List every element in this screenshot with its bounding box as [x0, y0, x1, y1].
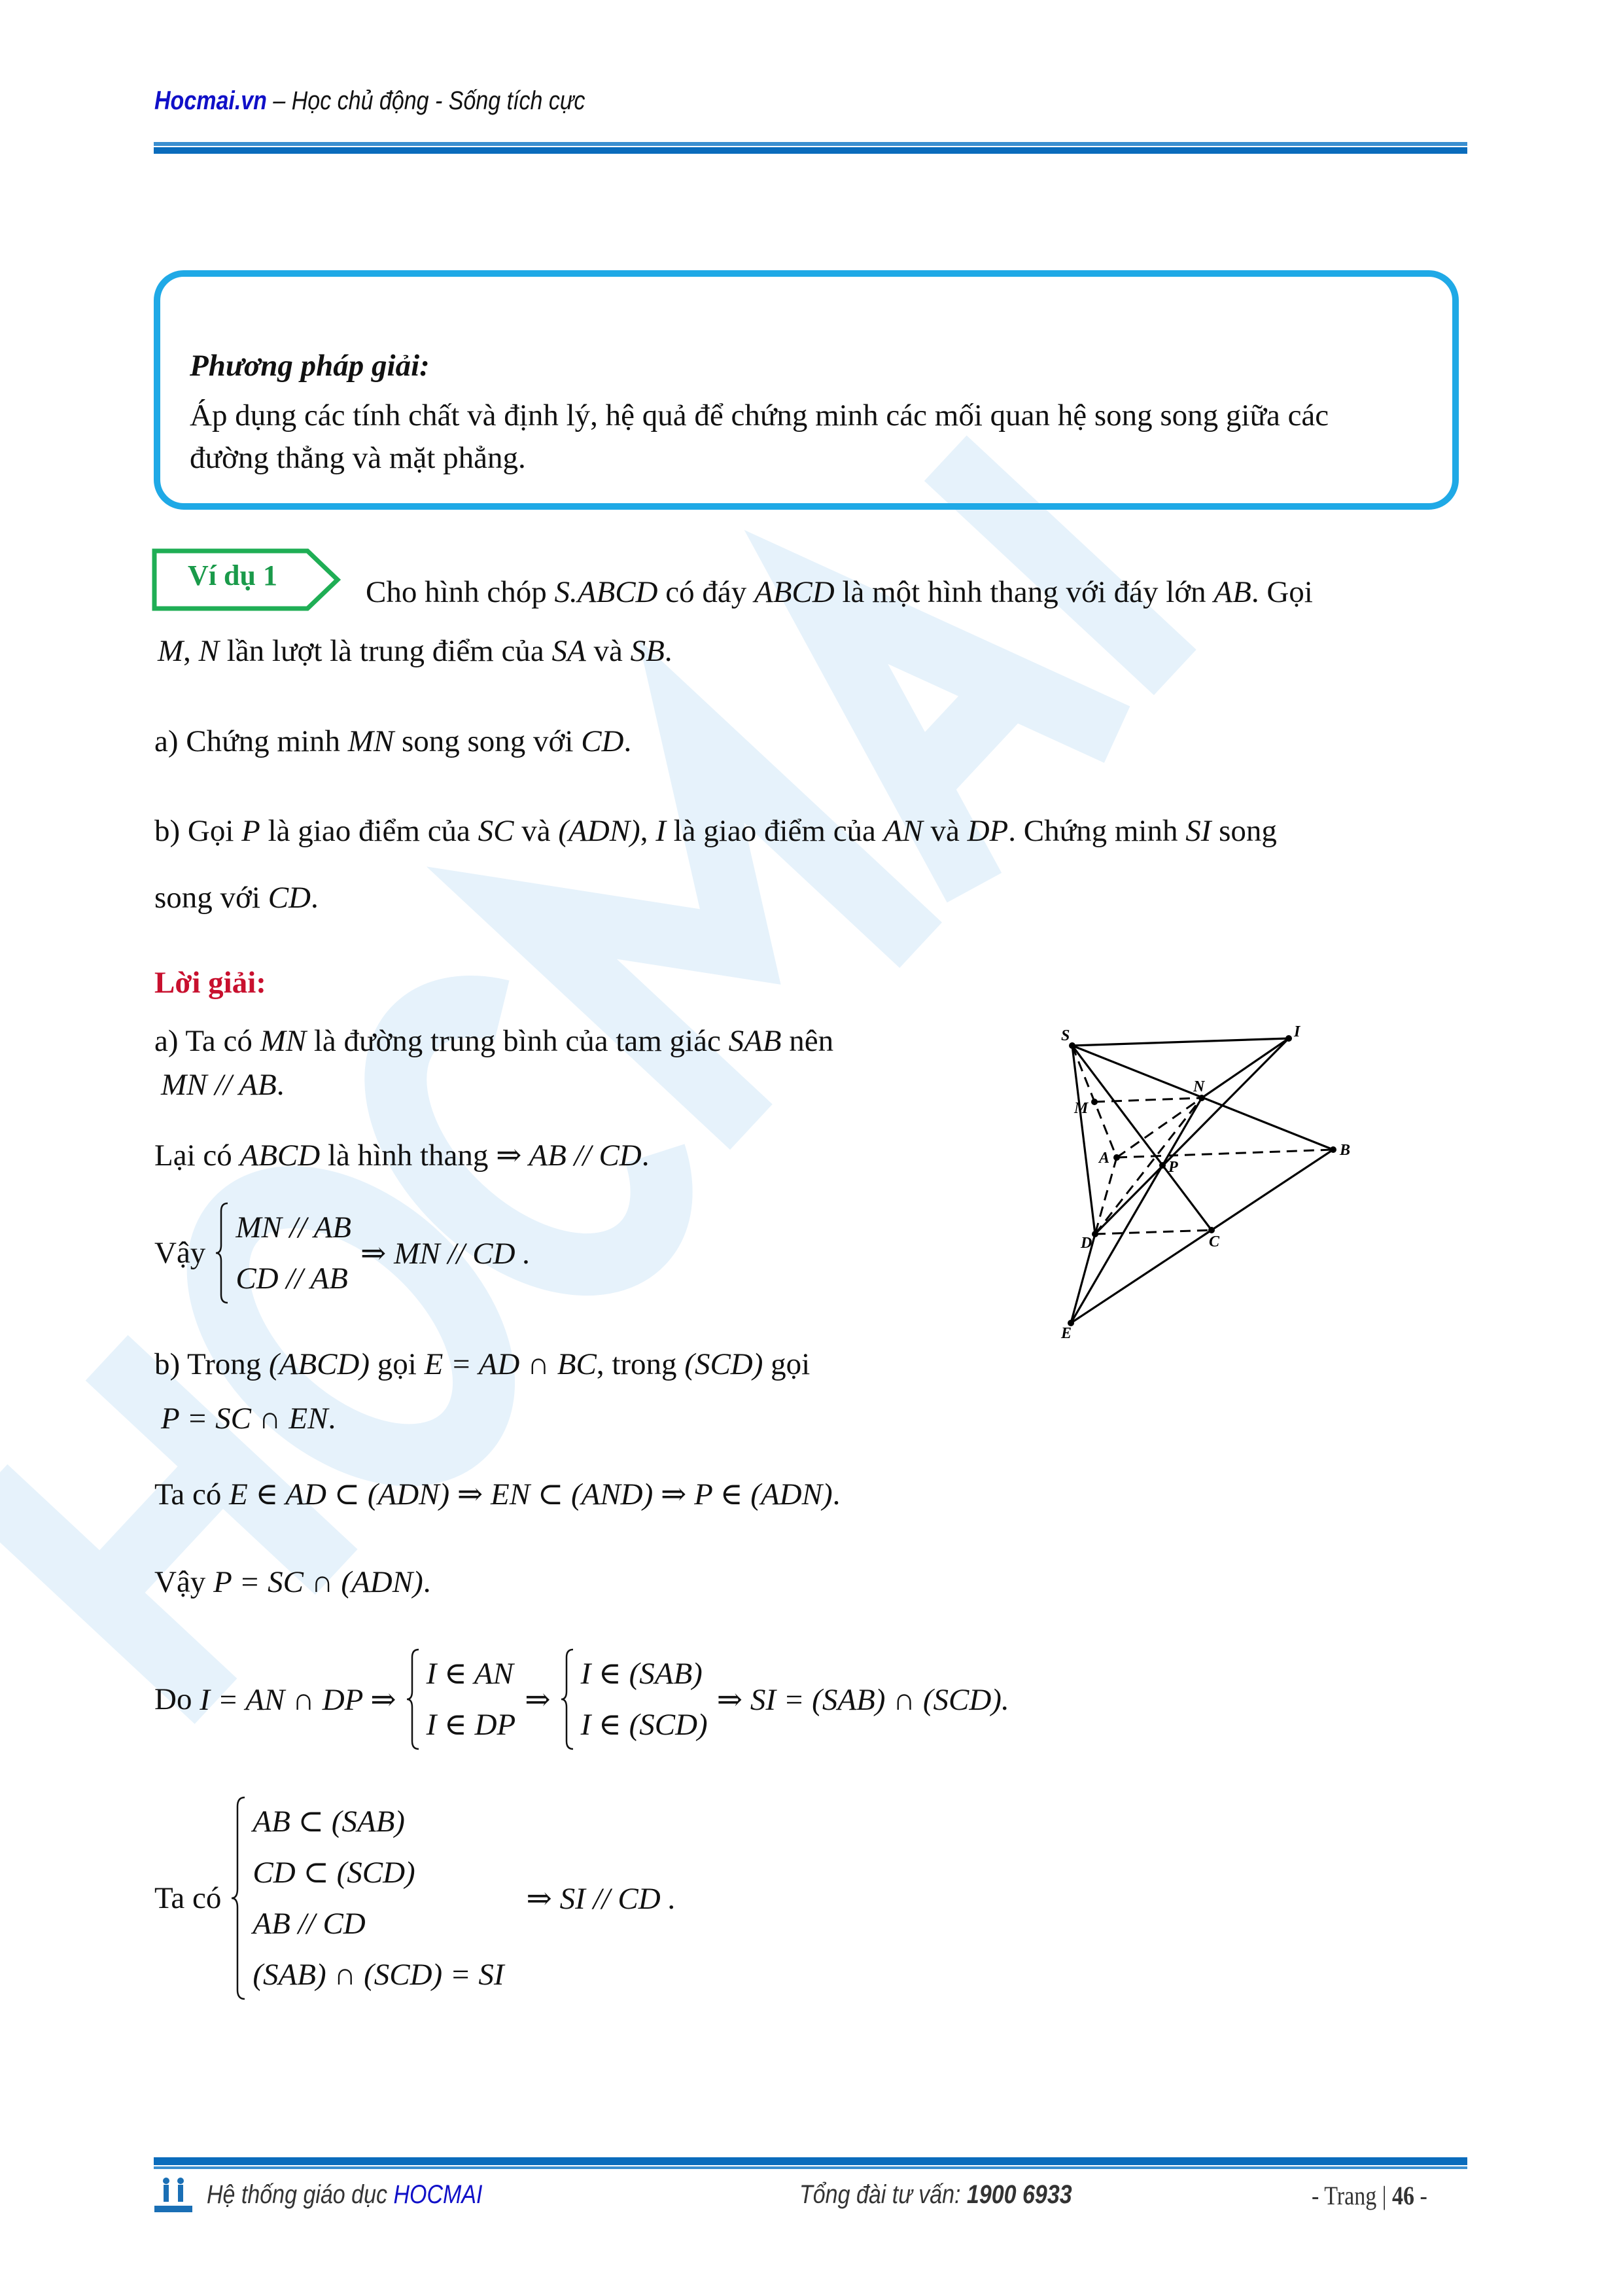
text-run: , trong	[596, 1347, 685, 1381]
math-run: E ∈ AD ⊂ (ADN) ⇒ EN ⊂ (AND) ⇒ P ∈ (ADN)	[229, 1477, 833, 1511]
method-text-1: Áp dụng các tính chất và định lý, hệ quả để chứng minh các mối quan hệ song song giữa các	[190, 398, 1329, 433]
dashed-DC	[1095, 1230, 1212, 1234]
system-row: CD // AB	[236, 1262, 348, 1296]
text-run: là giao điểm của	[665, 814, 884, 848]
text-run: là một hình thang với đáy lớn	[834, 575, 1214, 609]
solution-line	[154, 1563, 430, 1602]
solution-line	[154, 1475, 840, 1514]
system-row: I ∈ (SCD)	[580, 1708, 708, 1742]
text-run: gọi	[370, 1347, 425, 1381]
point-M	[1091, 1099, 1098, 1105]
label-B: B	[1340, 1142, 1351, 1159]
text-run: Vậy	[154, 1565, 214, 1599]
math-run: N	[198, 634, 220, 668]
text-run: nên	[781, 1024, 834, 1058]
math-run: (ADN)	[558, 814, 640, 848]
left-brace-icon	[230, 1796, 246, 2000]
example-line	[154, 811, 1277, 851]
dashed-AB	[1117, 1150, 1333, 1157]
edge-BC	[1212, 1150, 1333, 1230]
text-run: a) Chứng minh	[154, 724, 348, 758]
solution-title: Lời giải:	[154, 966, 266, 1000]
example-badge-label: Ví dụ 1	[188, 559, 277, 592]
text-run: Cho hình chóp	[366, 575, 555, 609]
math-run: MN // AB	[161, 1068, 277, 1102]
point-I	[1285, 1035, 1292, 1042]
math-run: SC	[478, 814, 514, 848]
text-run: .	[641, 1139, 650, 1173]
label-D: D	[1081, 1235, 1092, 1252]
system-row: AB // CD	[253, 1907, 366, 1941]
header-slogan: – Học chủ động - Sống tích cực	[266, 86, 585, 115]
do-system-1	[406, 1648, 516, 1750]
system-row: I ∈ AN	[426, 1657, 514, 1691]
example-line	[154, 878, 319, 917]
footer-system	[207, 2180, 482, 2210]
vay-lead: Vậy	[154, 1236, 206, 1270]
solution-line	[154, 1021, 833, 1061]
label-I: I	[1294, 1023, 1300, 1040]
label-A: A	[1099, 1150, 1110, 1167]
footer-system-brand: HOCMAI	[393, 2180, 483, 2209]
text-run: .	[276, 1068, 285, 1102]
label-N: N	[1193, 1078, 1205, 1095]
dashed-AN	[1117, 1098, 1202, 1157]
text-run: có đáy	[657, 575, 754, 609]
example-badge	[152, 548, 341, 611]
text-run: song	[1211, 814, 1277, 848]
page-number: 46	[1392, 2181, 1415, 2210]
label-P: P	[1168, 1159, 1178, 1176]
solution-line	[161, 1399, 336, 1438]
math-run: AN	[883, 814, 923, 848]
point-C	[1208, 1227, 1215, 1233]
example-line	[366, 573, 1313, 612]
text-run: b) Gọi	[154, 814, 242, 848]
math-run: I	[655, 814, 666, 848]
text-run: là đường trung bình của tam giác	[306, 1024, 729, 1058]
math-run: MN	[347, 724, 394, 758]
math-run: ABCD	[754, 575, 835, 609]
footer-system-text: Hệ thống giáo dục	[207, 2180, 394, 2209]
system-row: MN // AB	[236, 1210, 351, 1245]
math-run: M	[158, 634, 184, 668]
label-E: E	[1061, 1325, 1072, 1342]
text-run: là giao điểm của	[260, 814, 478, 848]
math-run: E = AD ∩ BC	[424, 1347, 597, 1381]
page-suffix: -	[1414, 2181, 1427, 2210]
point-D	[1092, 1231, 1098, 1237]
system-row: I ∈ (SAB)	[580, 1657, 703, 1691]
math-run: MN	[260, 1024, 307, 1058]
math-run: DP	[967, 814, 1009, 848]
page-prefix: - Trang |	[1312, 2181, 1393, 2210]
system-row: CD ⊂ (SCD)	[253, 1856, 415, 1890]
label-S: S	[1061, 1027, 1070, 1044]
method-text-2: đường thẳng và mặt phẳng.	[190, 441, 526, 475]
text-run: và	[585, 634, 631, 668]
text-run: . Gọi	[1251, 575, 1313, 609]
text-run: song song với	[394, 724, 582, 758]
hocmai-logo-icon	[153, 2176, 195, 2215]
do-arrow: ⇒	[525, 1682, 551, 1717]
math-run: P = SC ∩ (ADN)	[213, 1565, 423, 1599]
text-run: Ta có	[154, 1477, 230, 1511]
solution-line	[154, 1345, 810, 1384]
do-lead: Do	[154, 1682, 192, 1716]
vay-result: ⇒ MN // CD .	[360, 1236, 531, 1271]
label-C: C	[1209, 1233, 1220, 1250]
math-run: SI	[1185, 814, 1212, 848]
footer-hotline-label: Tổng đài tư vấn:	[799, 2180, 967, 2209]
text-run: .	[311, 881, 319, 915]
vay-equation	[154, 1202, 531, 1304]
footer-divider-thick	[154, 2157, 1467, 2165]
text-run: .	[328, 1402, 336, 1436]
footer-divider	[154, 2166, 1467, 2169]
point-S	[1069, 1042, 1075, 1049]
do-expr: I = AN ∩ DP ⇒	[200, 1682, 396, 1717]
math-run: S.ABCD	[554, 575, 658, 609]
math-run: (SCD)	[684, 1347, 763, 1381]
header-brand: Hocmai.vn	[154, 86, 267, 115]
do-system-2	[560, 1648, 708, 1750]
edge-SI	[1072, 1038, 1289, 1046]
do-equation	[154, 1648, 1009, 1750]
left-brace-icon	[406, 1648, 420, 1750]
example-line	[158, 631, 672, 671]
text-run: Lại có	[154, 1139, 240, 1173]
edge-SD	[1072, 1046, 1095, 1234]
math-run: SB	[630, 634, 665, 668]
edge-IN	[1202, 1038, 1289, 1098]
text-run: và	[514, 814, 559, 848]
math-run: AB	[1213, 575, 1251, 609]
dashed-DN	[1095, 1098, 1202, 1234]
text-run: ,	[183, 634, 199, 668]
text-run: và	[922, 814, 968, 848]
math-run: P = SC ∩ EN	[161, 1402, 328, 1436]
text-run: . Chứng minh	[1008, 814, 1186, 848]
method-title: Phương pháp giải:	[190, 349, 430, 383]
do-result: ⇒ SI = (SAB) ∩ (SCD).	[716, 1682, 1009, 1717]
label-M: M	[1074, 1100, 1089, 1117]
math-run: (ABCD)	[269, 1347, 370, 1381]
footer-hotline	[799, 2180, 1072, 2210]
text-run: b) Trong	[154, 1347, 270, 1381]
header-divider	[154, 142, 1467, 146]
page-header	[154, 86, 585, 116]
vay-system	[215, 1202, 351, 1304]
text-run: .	[623, 724, 632, 758]
text-run: gọi	[763, 1347, 811, 1381]
example-line	[154, 722, 631, 761]
header-divider-thick	[154, 147, 1467, 154]
solution-line	[154, 1136, 649, 1175]
math-run: CD	[581, 724, 624, 758]
text-run: là hình thang	[320, 1139, 497, 1173]
math-run: CD	[268, 881, 311, 915]
text-run: a) Ta có	[154, 1024, 260, 1058]
math-run: SA	[551, 634, 586, 668]
math-run: ABCD	[239, 1139, 321, 1173]
footer-hotline-number: 1900 6933	[966, 2180, 1072, 2209]
text-run: .	[423, 1565, 431, 1599]
point-P	[1159, 1162, 1166, 1169]
footer-page-number	[1312, 2180, 1427, 2211]
math-run: P	[241, 814, 260, 848]
taco-lead: Ta có	[154, 1881, 222, 1915]
text-run: song với	[154, 881, 268, 915]
text-run: .	[664, 634, 672, 668]
text-run: .	[832, 1477, 841, 1511]
point-A	[1113, 1154, 1120, 1161]
point-N	[1198, 1095, 1205, 1101]
taco-system	[230, 1796, 504, 2000]
solution-line	[161, 1065, 284, 1104]
left-brace-icon	[560, 1648, 574, 1750]
text-run: ,	[640, 814, 656, 848]
dashed-MN	[1094, 1098, 1202, 1102]
math-run: SAB	[728, 1024, 782, 1058]
system-row: AB ⊂ (SAB)	[253, 1805, 405, 1839]
point-B	[1330, 1146, 1336, 1153]
math-run: ⇒ AB // CD	[496, 1139, 642, 1173]
system-row: (SAB) ∩ (SCD) = SI	[253, 1958, 504, 1992]
text-run: lần lượt là trung điểm của	[219, 634, 552, 668]
left-brace-icon	[215, 1202, 229, 1304]
taco-result: ⇒ SI // CD .	[526, 1881, 676, 1916]
taco-equation	[154, 1796, 676, 2000]
system-row: I ∈ DP	[426, 1708, 516, 1742]
pyramid-figure	[1034, 1008, 1492, 1492]
